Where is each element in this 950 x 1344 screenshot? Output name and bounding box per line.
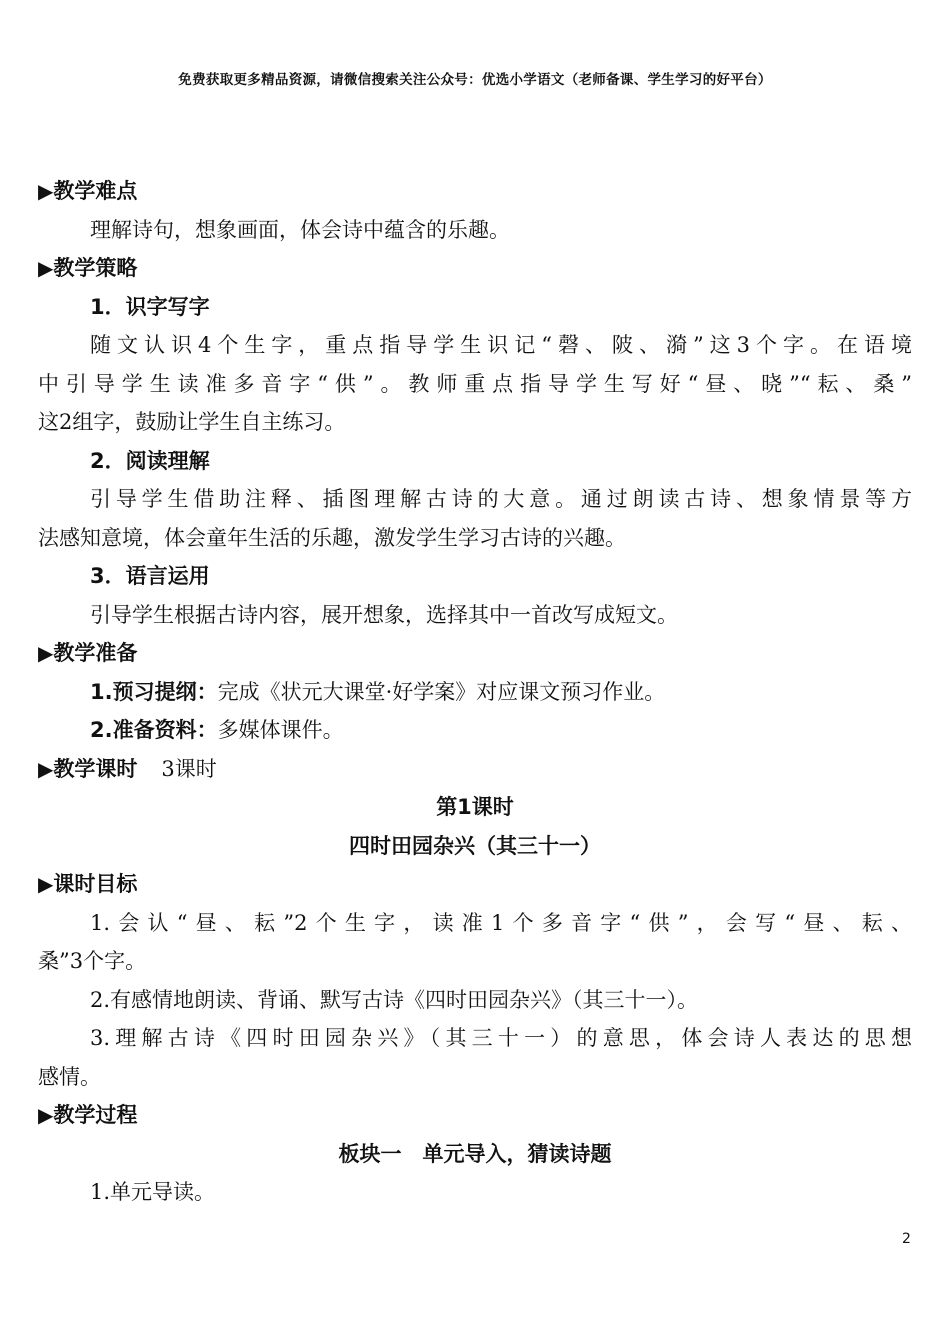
block-title: 板块一 单元导入，猜读诗题 [338, 1141, 612, 1166]
paragraph-line: 2.有感情地朗读、背诵、默写古诗《四时田园杂兴》（其三十一）。 [90, 987, 699, 1012]
paragraph-line: 这2组字，鼓励让学生自主练习。 [38, 410, 346, 434]
strategy-item-title: 2．阅读理解 [90, 448, 210, 473]
paragraph-line: 引导学生根据古诗内容，展开想象，选择其中一首改写成短文。 [90, 602, 678, 627]
triangle-right-icon: ▶ [38, 756, 54, 781]
difficulty-text: 理解诗句，想象画面，体会诗中蕴含的乐趣。 [90, 217, 510, 242]
paragraph-line: 法感知意境，体会童年生活的乐趣，激发学生学习古诗的兴趣。 [38, 525, 626, 550]
paragraph-line: 引导学生借助注释、插图理解古诗的大意。通过朗读古诗、想象情景等方 [90, 487, 912, 511]
section-heading-process: ▶教学过程 [38, 1103, 138, 1127]
section-heading-hours: ▶教学课时 3课时 [38, 756, 217, 781]
paragraph-line: 3.理解古诗《四时田园杂兴》（其三十一）的意思，体会诗人表达的思想 [90, 1026, 912, 1050]
section-heading-prep: ▶教学准备 [38, 641, 138, 665]
triangle-right-icon: ▶ [38, 179, 54, 203]
paragraph-line: 1.会认“昼、耘”2个生字，读准1个多音字“供”，会写“昼、耘、 [90, 910, 912, 935]
triangle-right-icon: ▶ [38, 641, 54, 665]
page-number: 2 [902, 1231, 911, 1247]
section-heading-difficulty: ▶教学难点 [38, 179, 138, 203]
section-heading-strategy: ▶教学策略 [38, 256, 138, 280]
lesson-title: 第1课时 [436, 795, 514, 819]
paragraph-line: 随文认识4个生字，重点指导学生识记“磬、陂、漪”这3个字。在语境 [90, 333, 912, 357]
triangle-right-icon: ▶ [38, 872, 54, 896]
triangle-right-icon: ▶ [38, 256, 54, 280]
strategy-item-title: 1．识字写字 [90, 294, 210, 319]
strategy-item-title: 3．语言运用 [90, 564, 210, 588]
paragraph-line: 中引导学生读准多音字“供”。教师重点指导学生写好“昼、晓”“耘、桑” [38, 371, 912, 396]
prep-item: 2.准备资料：多媒体课件。 [90, 718, 344, 742]
section-heading-goals: ▶课时目标 [38, 872, 138, 896]
promo-banner: 免费获取更多精品资源，请微信搜索关注公众号：优选小学语文（老师备课、学生学习的好平台） [178, 72, 772, 88]
paragraph-line: 感情。 [38, 1064, 101, 1089]
paragraph-line: 1.单元导读。 [90, 1180, 216, 1204]
lesson-subtitle: 四时田园杂兴（其三十一） [349, 833, 601, 858]
hours-value: 3课时 [161, 756, 217, 781]
triangle-right-icon: ▶ [38, 1103, 54, 1127]
paragraph-line: 桑”3个字。 [38, 949, 147, 973]
prep-item: 1.预习提纲：完成《状元大课堂·好学案》对应课文预习作业。 [90, 679, 666, 704]
document-body [38, 172, 912, 1212]
